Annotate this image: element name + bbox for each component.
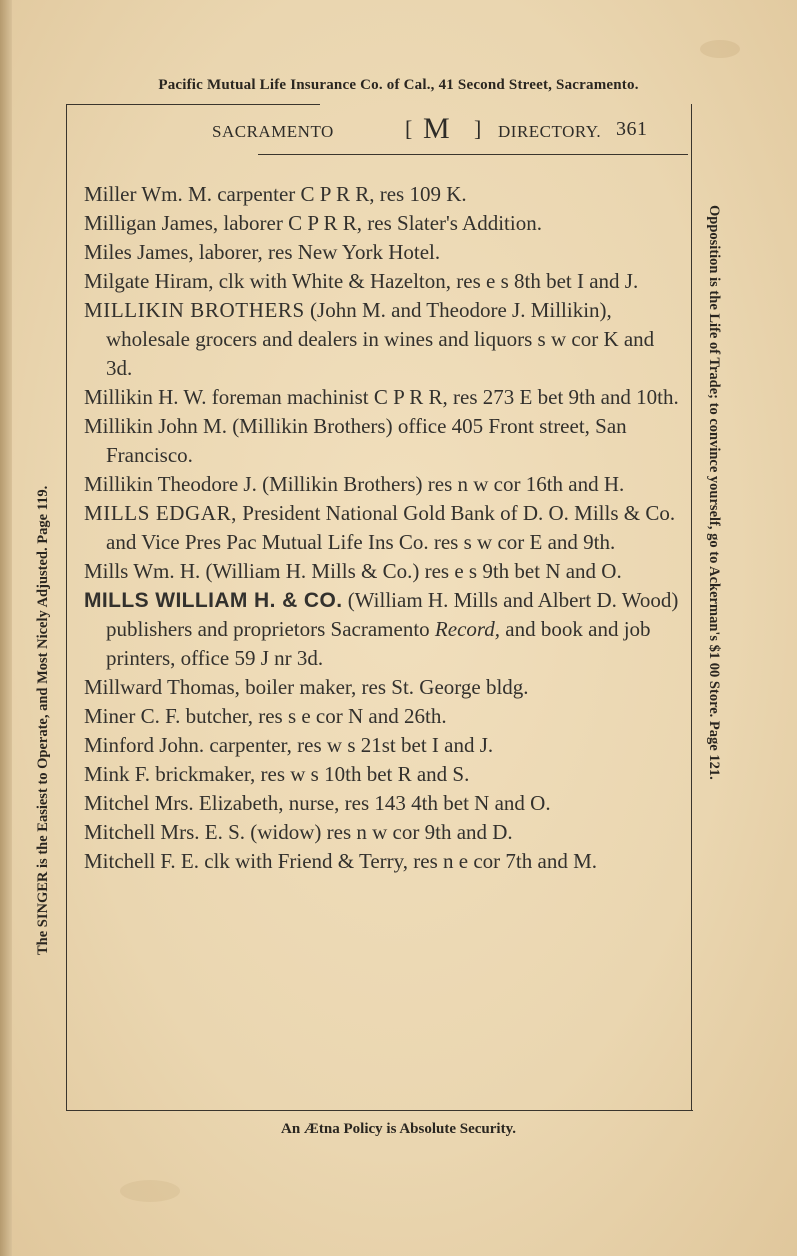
header-directory: DIRECTORY. xyxy=(498,122,602,141)
directory-entry xyxy=(84,238,684,267)
entry-text: Miles James, laborer, res New York Hotel. xyxy=(84,240,441,264)
entry-text: President National Gold Bank of D. O. Mills & Co. and Vice Pres Pac Mutual Life Ins Co. res s w cor E and 9th. xyxy=(106,501,676,554)
left-side-advertisement: The SINGER is the Easiest to Operate, and Most Nicely Adjusted. Page 119. xyxy=(35,485,51,955)
directory-entry xyxy=(84,209,684,238)
entry-bold-heading: MILLS WILLIAM H. & CO. xyxy=(84,589,343,612)
directory-entry xyxy=(84,760,684,789)
directory-entry xyxy=(84,180,684,209)
header-open-bracket: [ xyxy=(405,116,413,141)
bottom-advertisement: An Ætna Policy is Absolute Security. xyxy=(280,1121,516,1137)
header-city: SACRAMENTO xyxy=(212,122,334,141)
directory-entry xyxy=(84,383,684,412)
directory-entry xyxy=(84,557,684,586)
entry-text: Millikin John M. (Millikin Brothers) office 405 Front street, San Francisco. xyxy=(84,414,627,467)
directory-entry xyxy=(84,789,684,818)
entry-text: Mitchel Mrs. Elizabeth, nurse, res 143 4th bet N and O. xyxy=(84,791,551,815)
entry-text: (William H. Mills and Albert D. Wood) publishers and proprietors Sacramento xyxy=(106,588,679,641)
directory-entries xyxy=(84,180,684,876)
directory-entry xyxy=(84,847,684,876)
directory-entry xyxy=(84,499,684,557)
entry-text: Mills Wm. H. (William H. Mills & Co.) res e s 9th bet N and O. xyxy=(84,559,622,583)
entry-text: (John M. and Theodore J. Millikin), wholesale grocers and dealers in wines and liquors s w cor K and 3d. xyxy=(106,298,655,380)
entry-text: Miner C. F. butcher, res s e cor N and 26th. xyxy=(84,704,447,728)
page-binding-edge xyxy=(0,0,12,1256)
header-rule xyxy=(258,154,688,155)
directory-entry xyxy=(84,586,684,673)
running-header xyxy=(66,112,692,148)
page-number: 361 xyxy=(616,118,648,140)
directory-entry xyxy=(84,470,684,499)
directory-entry xyxy=(84,412,684,470)
entry-text: Mitchell F. E. clk with Friend & Terry, res n e cor 7th and M. xyxy=(84,849,598,873)
entry-tail-text: and book and job printers, office 59 J nr 3d. xyxy=(106,617,651,670)
entry-text: Mink F. brickmaker, res w s 10th bet R and S. xyxy=(84,762,470,786)
right-side-advertisement: Opposition is the Life of Trade; to convince yourself, go to Ackerman's $1 00 Store. Page 121. xyxy=(706,205,722,780)
entry-text: Millward Thomas, boiler maker, res St. George bldg. xyxy=(84,675,529,699)
directory-entry xyxy=(84,818,684,847)
header-close-bracket: ] xyxy=(474,116,482,141)
entry-heading: MILLS EDGAR, xyxy=(84,501,238,525)
entry-text: Millikin Theodore J. (Millikin Brothers) res n w cor 16th and H. xyxy=(84,472,625,496)
entry-italic-text: Record, xyxy=(434,617,501,641)
entry-text: Minford John. carpenter, res w s 21st bet I and J. xyxy=(84,733,494,757)
frame-top-rule xyxy=(66,104,320,105)
frame-right-rule xyxy=(691,104,692,1110)
directory-entry xyxy=(84,267,684,296)
directory-entry xyxy=(84,702,684,731)
directory-entry xyxy=(84,296,684,383)
entry-text: Millikin H. W. foreman machinist C P R R, res 273 E bet 9th and 10th. xyxy=(84,385,679,409)
stain-mark xyxy=(700,40,740,58)
directory-entry xyxy=(84,731,684,760)
header-section-letter: M xyxy=(423,112,451,145)
entry-text: Miller Wm. M. carpenter C P R R, res 109 K. xyxy=(84,182,467,206)
entry-text: Milligan James, laborer C P R R, res Slater's Addition. xyxy=(84,211,542,235)
stain-mark xyxy=(120,1180,180,1202)
top-advertisement: Pacific Mutual Life Insurance Co. of Cal., 41 Second Street, Sacramento. xyxy=(158,77,639,93)
entry-heading: MILLIKIN BROTHERS xyxy=(84,298,305,322)
entry-text: Milgate Hiram, clk with White & Hazelton, res e s 8th bet I and J. xyxy=(84,269,639,293)
entry-text: Mitchell Mrs. E. S. (widow) res n w cor 9th and D. xyxy=(84,820,513,844)
directory-entry xyxy=(84,673,684,702)
